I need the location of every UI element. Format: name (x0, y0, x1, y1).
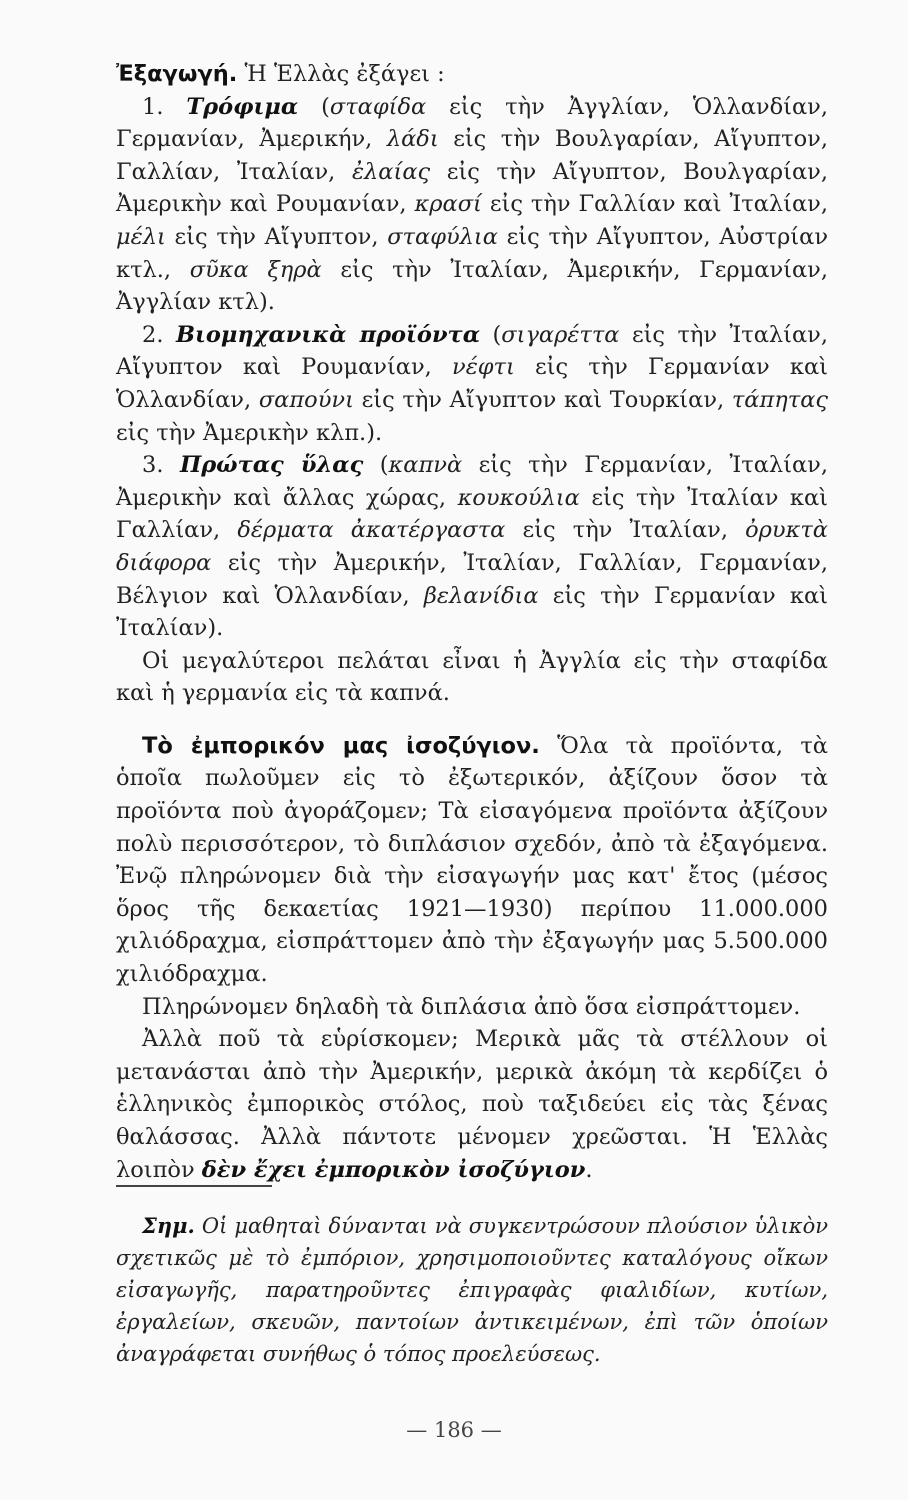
item-number: 1. (142, 93, 164, 120)
export-item-industrial (116, 319, 828, 449)
text-run: εἰς τὴν Αἴγυπτον, Αὐστρίαν κτλ., (116, 223, 828, 283)
product-name: κουκούλια (457, 484, 580, 511)
balance-paragraph-2: Πληρώνομεν δηλαδὴ τὰ διπλάσια ἀπὸ ὅσα εἰσπράττομεν. (142, 993, 801, 1020)
product-name: τάπητας (731, 386, 829, 413)
text-run: εἰς τὴν Γερμανίαν καὶ Ὁλλανδίαν, (116, 354, 828, 413)
product-name: καπνὰ (388, 452, 463, 479)
balance-paragraph-3 (116, 1023, 828, 1186)
text-run: εἰς τὴν Ἰταλίαν, Ἀμερικήν, Γερμανίαν, Ἀγγλίαν κτλ). (116, 256, 828, 316)
text-run: εἰς τὴν Ἀγγλίαν, Ὁλλανδίαν, Γερμανίαν, Ἀμερικήν, (116, 93, 828, 153)
exports-heading: Ἐξαγωγή. (116, 61, 238, 87)
text-run: εἰς τὴν Γαλλίαν καὶ Ἰταλίαν, (481, 191, 829, 218)
text-run: εἰς τὴν Ἰταλίαν, Αἴγυπτον καὶ Ρουμανίαν, (116, 321, 829, 381)
product-name: μέλι (116, 223, 166, 250)
balance-paragraph-1 (116, 730, 828, 991)
exports-intro-text: Ἡ Ἑλλὰς ἐξάγει : (237, 61, 445, 87)
product-name: σῦκα ξηρὰ (189, 256, 322, 283)
product-name: σαπούνι (258, 386, 354, 413)
balance-emphasis: δὲν ἔχει ἐμπορικὸν ἰσοζύγιον (201, 1156, 586, 1183)
text-run: εἰς τὴν Αἴγυπτον, (165, 223, 388, 250)
text-run: εἰς τὴν Αἴγυπτον καὶ Τουρκίαν, (353, 386, 732, 413)
footnote-text: Οἱ μαθηταὶ δύνανται νὰ συγκεντρώσουν πλούσιον ὑλικὸν σχετικῶς μὲ τὸ ἐμπόριον, χρησιμοποιοῦντες καταλόγους οἴκων εἰσαγωγῆς, παρατηροῦντες ἐπιγραφὰς φιαλιδίων, κυτίων, ἐργαλείων, σκευῶν, παντοίων ἀντικειμένων, ἐπὶ τῶν ὁποίων ἀναγράφεται συνήθως ὁ τόπος προελεύσεως. (116, 1214, 828, 1366)
text-run: εἰς τὴν Ἀμερικήν, Ἰταλίαν, Γαλλίαν, Γερμανίαν, Βέλγιον καὶ Ὁλλανδίαν, (116, 549, 828, 609)
balance-text-end: . (585, 1156, 593, 1183)
product-name: σταφύλια (387, 223, 498, 250)
text-run: ( (363, 452, 389, 479)
page-number: — 186 — (406, 1418, 502, 1442)
item-number: 2. (142, 321, 164, 348)
product-name: βελανίδια (423, 582, 539, 609)
product-name: νέφτι (452, 354, 515, 381)
item-title: Τρόφιμα (186, 93, 299, 120)
text-run: εἰς τὴν Ἰταλίαν καὶ Γαλλίαν, (116, 484, 828, 544)
footnote (116, 1210, 828, 1370)
balance-text: Ἀλλὰ ποῦ τὰ εὑρίσκομεν; Μερικὰ μᾶς τὰ στέλλουν οἱ μετανάσται ἀπὸ τὴν Ἀμερικήν, μερικὰ ἀκόμη τὰ κερδίζει ὁ ἑλληνικὸς ἐμπορικὸς στόλος, ποὺ ταξιδεύει εἰς τὰς ξένας θαλάσσας. Ἀλλὰ πάντοτε μένομεν χρεῶσται. Ἡ Ἑλλὰς λοιπὸν (116, 1026, 828, 1183)
text-run: εἰς τὴν Γερμανίαν καὶ Ἰταλίαν). (116, 582, 828, 642)
main-text (116, 58, 828, 1186)
export-item-raw-materials (116, 449, 828, 645)
text-run: εἰς τὴν Αἴγυπτον, Βουλγαρίαν, Ἀμερικὴν καὶ Ρουμανίαν, (116, 158, 828, 218)
item-number: 3. (142, 452, 164, 479)
footnote-paragraph (116, 1210, 828, 1370)
footnote-divider (116, 1185, 272, 1187)
balance-heading: Τὸ ἐμπορικόν μας ἰσοζύγιον. (142, 732, 540, 759)
product-name: ἐλαίας (351, 158, 431, 185)
text-run: εἰς τὴν Βουλγαρίαν, Αἴγυπτον, Γαλλίαν, Ἰταλίαν, (116, 126, 828, 185)
product-name: σιγαρέττα (501, 321, 620, 348)
item-title: Πρώτας ὕλας (179, 452, 364, 479)
product-name: ὀρυκτὰ διάφορα (116, 517, 828, 576)
exports-intro (116, 58, 828, 91)
balance-text: Ὅλα τὰ προϊόντα, τὰ ὁποῖα πωλοῦμεν εἰς τὸ ἐξωτερικόν, ἀξίζουν ὅσον τὰ προϊόντα ποὺ ἀγοράζομεν; Τὰ εἰσαγόμενα προϊόντα ἀξίζουν πολὺ περισσότερον, τὸ διπλάσιον σχεδόν, ἀπὸ τὰ ἐξαγόμενα. Ἐνῷ πληρώνομεν διὰ τὴν εἰσαγωγήν μας κατ' ἔτος (μέσος ὅρος τῆς δεκαετίας 1921—1930) περίπου 11.000.000 χιλιόδραχμα, εἰσπράττομεν ἀπὸ τὴν ἐξαγωγήν μας 5.500.000 χιλιόδραχμα. (116, 732, 829, 988)
text-run: ( (298, 93, 330, 120)
text-run: εἰς τὴν Γερμανίαν, Ἰταλίαν, Ἀμερικὴν καὶ ἄλλας χώρας, (116, 452, 828, 511)
product-name: δέρματα ἀκατέργαστα (237, 517, 506, 544)
product-name: σταφίδα (329, 93, 427, 120)
product-name: κρασί (414, 191, 482, 218)
footnote-label: Σημ. (142, 1213, 195, 1238)
text-run: ( (480, 321, 502, 348)
exports-closing: Οἱ μεγαλύτεροι πελάται εἶναι ἡ Ἀγγλία εἰς τὴν σταφίδα καὶ ἡ γερμανία εἰς τὰ καπνά. (116, 647, 828, 707)
item-title: Βιομηχανικὰ προϊόντα (175, 321, 481, 348)
text-run: εἰς τὴν Ἰταλίαν, (505, 517, 746, 544)
product-name: λάδι (386, 126, 439, 153)
export-item-food (116, 91, 828, 319)
text-run: εἰς τὴν Ἀμερικὴν κλπ.). (116, 419, 383, 446)
